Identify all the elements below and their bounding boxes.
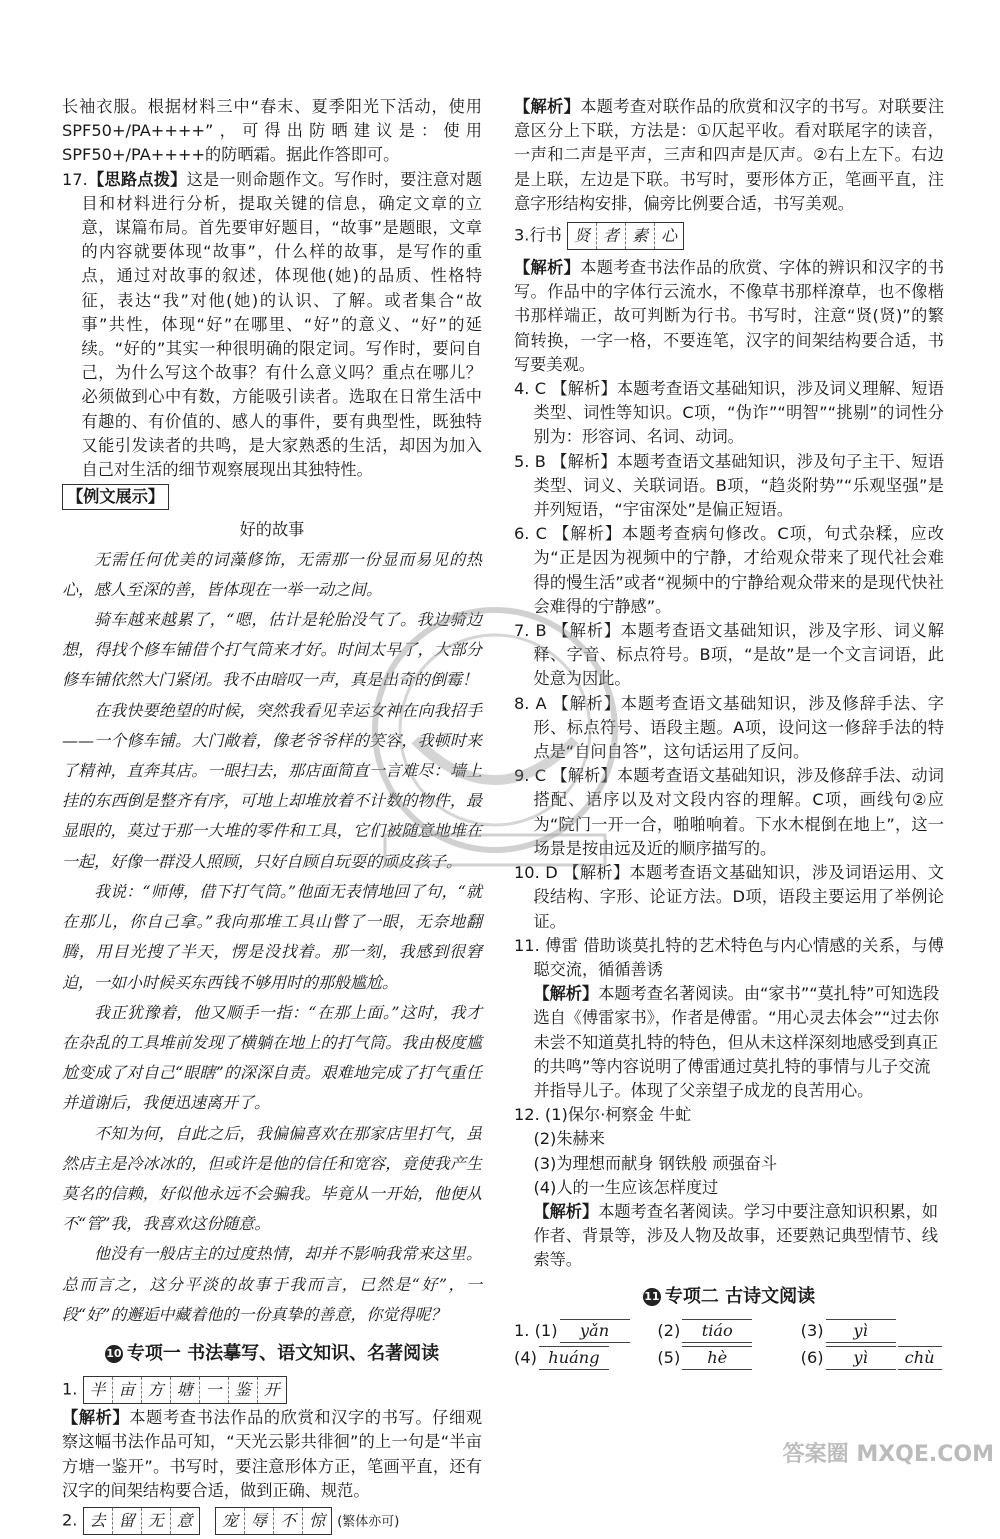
- grid-cell: 塘: [170, 1377, 199, 1403]
- question-4: 4. C 【解析】本题考查语文基础知识，涉及词义理解、短语类型、词性等知识。C项，“伪诈”“明智”“挑剔”的词性分别为：形容词、名词、动词。: [514, 379, 944, 447]
- grid-cell: 不: [273, 1508, 302, 1534]
- essay-body: [62, 545, 482, 1330]
- analysis-12: [514, 1200, 944, 1273]
- question-12-line-4: (4)人的一生应该怎样度过: [533, 1177, 719, 1197]
- section-title: 专项一 书法摹写、语文知识、名著阅读: [126, 1342, 440, 1364]
- calligraphy-grid: [83, 1376, 287, 1404]
- item-number: 1. (1): [514, 1320, 558, 1340]
- question-17: [62, 168, 482, 483]
- grid-cell: 鉴: [228, 1377, 257, 1403]
- grid-cell: 辱: [244, 1508, 273, 1534]
- section-heading: [514, 1285, 944, 1309]
- grid-cell: 一: [199, 1377, 228, 1403]
- grid-cell: 无: [141, 1508, 170, 1534]
- pinyin-item: [514, 1346, 657, 1370]
- pinyin-row: [514, 1319, 944, 1343]
- calligraphy-grid: [567, 222, 684, 250]
- pinyin-item: [657, 1319, 800, 1343]
- analysis-text: 这是一则命题作文。写作时，要注意对题目和材料进行分析，提取关键的信息，确定文章的立意，谋篇布局。首先要审好题目，“故事”是题眼，文章的内容就要体现“故事”，什么样的故事，是写作的重点，通过对故事的叙述，体现他(她)的品质、性格特征，表达“我”对他(她)的认识、了解。或者集合“故事”共性，体现“好”在哪里、“好”的意义、“好”的延续。“好的”其实一种很明确的限定词。写作时，要问自己，为什么写这个故事？有什么意义吗？重点在哪儿？必须做到心中有数，方能吸引读者。选取在日常生活中有趣的、有价值的、感人的事件，要有典型性，既独特又能引发读者的共鸣，是大家熟悉的生活，却因为加入自己对生活的细节观察展现出其独特性。: [81, 169, 483, 480]
- section-title: 专项二 古诗文阅读: [664, 1285, 816, 1307]
- grid-cell: 留: [112, 1508, 141, 1534]
- corner-watermark: 答案圈 MXQE.COM: [782, 1442, 994, 1467]
- grid-cell: 亩: [112, 1377, 141, 1403]
- pinyin-item: [657, 1346, 800, 1370]
- section-badge: 10: [105, 1345, 123, 1363]
- analysis-text: 本题考查书法作品的欣赏、字体的辨识和汉字的书写。作品中的字体行云流水，不像草书那样潦草，也不像楷书那样端正，故可判断为行书。书写时，注意“贤(贤)”的繁简转换，一字一格，不要连笔，汉字的间架结构要合适，书写要美观。: [514, 258, 945, 374]
- pinyin-answer: huáng: [539, 1346, 609, 1370]
- question-1: [62, 1376, 482, 1404]
- answer-text: 行书: [529, 225, 562, 245]
- analysis-text: 本题考查对联作品的欣赏和汉字的书写。对联要注意区分上下联，方法是：①仄起平收。看对联尾字的读音，一声和二声是平声，三声和四声是仄声。②右上左下。右边是上联，左边是下联。书写时，要形体方正，笔画平直，注意字形结构安排，偏旁比例要合适，书写美观。: [514, 97, 945, 213]
- example-label: 【例文展示】: [62, 484, 169, 510]
- analysis-tag: 【解析】: [533, 984, 599, 1004]
- grid-cell: 惊: [302, 1508, 331, 1534]
- question-11: 11. 傅雷 借助谈莫扎特的艺术特色与内心情感的关系，与傅聪交流，循循善诱: [514, 935, 944, 979]
- question-7: 7. B 【解析】本题考查语文基础知识，涉及字形、词义解释、字音、标点符号。B项，“是故”是一个文言词语，此处意为因此。: [514, 621, 944, 689]
- analysis-tag: 【思路点拨】: [87, 169, 187, 189]
- pinyin-answer: yì: [826, 1346, 896, 1370]
- grid-cell: 意: [170, 1508, 199, 1534]
- analysis-11: [514, 982, 944, 1103]
- analysis-tag: 【解析】: [514, 258, 581, 278]
- answer-paragraph: 长袖衣服。根据材料三中“春末、夏季阳光下活动，使用SPF50+/PA++++”，可得出防晒建议是：使用SPF50+/PA++++的防晒霜。据此作答即可。: [62, 97, 482, 165]
- question-12-line-3: (3)为理想而献身 钢铁般 顽强奋斗: [533, 1153, 778, 1173]
- pinyin-answer: chù: [898, 1346, 942, 1370]
- calligraphy-grid: [215, 1507, 332, 1535]
- pinyin-item: [801, 1319, 944, 1343]
- pinyin-item: [514, 1319, 657, 1343]
- grid-cell: 半: [89, 1380, 106, 1400]
- essay-paragraph: 我说：“师傅，借下打气筒。”他面无表情地回了句，“就在那儿，你自己拿。”我向那堆工具山瞥了一眼，无奈地翻腾，用目光搜了半天，愣是没找着。那一刻，我感到很窘迫，一如小时候买东西钱不够用时的那般尴尬。: [62, 881, 482, 992]
- pinyin-answer: yì: [826, 1319, 896, 1343]
- grid-cell: 宠: [222, 1510, 239, 1530]
- essay-paragraph: 不知为何，自此之后，我偏偏喜欢在那家店里打气，虽然店主是冷冰冰的，但或许是他的信任和宽容，竟使我产生莫名的信赖，好似他永远不会骗我。毕竟从一开始，他便从不“管”我，我喜欢这份随意。: [62, 1123, 482, 1234]
- analysis-text: 本题考查书法作品的欣赏和汉字的书写。仔细观察这幅书法作品可知，“天光云影共徘徊”的上一句是“半亩方塘一鉴开”。书写时，要注意形体方正，笔画平直，还有汉字的间架结构要合适，做到正确、规范。: [62, 1408, 483, 1500]
- question-number: 17.: [62, 169, 88, 189]
- analysis-text: 本题考查名著阅读。学习中要注意知识积累，如作者、背景等，涉及人物及故事，还要熟记典型情节、线索等。: [533, 1201, 939, 1270]
- grid-cell: 心: [654, 223, 683, 249]
- analysis-1: [62, 1406, 482, 1503]
- item-number: (4): [514, 1347, 537, 1367]
- right-column: [514, 95, 944, 1373]
- left-column: [62, 95, 482, 1539]
- analysis-3: [514, 256, 944, 377]
- question-2: [62, 1507, 482, 1535]
- pinyin-answer: hè: [682, 1346, 752, 1370]
- analysis-tag: 【解析】: [62, 1408, 130, 1428]
- question-6: 6. C 【解析】本题考查病句修改。C项，句式杂糅，应改为“正是因为视频中的宁静，才给观众带来了现代社会难得的慢生活”或者“视频中的宁静给观众带来的是现代快社会难得的宁静感”。: [514, 524, 944, 616]
- calligraphy-grid: [83, 1507, 200, 1535]
- essay-paragraph: 无需任何优美的词藻修饰，无需那一份显而易见的热心，感人至深的善，皆体现在一举一动之间。: [62, 549, 482, 599]
- grid-cell: 者: [596, 223, 625, 249]
- essay-paragraph: 骑车越来越累了，“嗯，估计是轮胎没气了。我边骑边想，得找个修车铺借个打气筒来才好。时间太早了，大部分修车铺依然大门紧闭。我不由暗叹一声，真是出奇的倒霉！: [62, 610, 482, 690]
- question-10: 10. D 【解析】本题考查语文基础知识，涉及词语运用、文段结构、字形、论证方法。D项，语段主要运用了举例论证。: [514, 863, 944, 931]
- grid-cell: 去: [89, 1510, 106, 1530]
- essay-paragraph: 我正犹豫着，他又顺手一指：“在那上面。”这时，我才在杂乱的工具堆前发现了横躺在地上的打气筒。我由极度尴尬变成了对自己“眼瞎”的深深自责。艰难地完成了打气重任并道谢后，我便迅速离开了。: [62, 1002, 482, 1113]
- question-12-line-2: (2)朱赫来: [533, 1129, 605, 1149]
- grid-cell: 方: [141, 1377, 170, 1403]
- question-9: 9. C 【解析】本题考查语文基础知识，涉及修辞手法、动词搭配、语序以及对文段内容的理解。C项，画线句②应为“院门一开一合，啪啪响着。下水木棍倒在地上”，这一场景是按由远及近的顺序描写的。: [514, 766, 944, 858]
- analysis-tag: 【解析】: [514, 97, 581, 116]
- essay-paragraph: 他没有一般店主的过度热情，却并不影响我常来这里。总而言之，这分平淡的故事于我而言，已然是“好”，一段“好”的邂逅中藏着他的一份真挚的善意，你觉得呢？: [62, 1244, 482, 1324]
- essay-paragraph: 在我快要绝望的时候，突然我看见幸运女神在向我招手——一个修车铺。大门敞着，像老爷爷样的笑容，我顿时来了精神，直奔其店。一眼扫去，那店面简直一言难尽：墙上挂的东西倒是整齐有序，可地上却堆放着不计数的物件，最显眼的，莫过于那一大堆的零件和工具，它们被随意地堆在一起，好像一群没人照顾，只好自顾自玩耍的顽皮孩子。: [62, 700, 482, 871]
- pinyin-answer: tiáo: [682, 1319, 752, 1343]
- item-number: (5): [657, 1347, 681, 1367]
- question-number: 2.: [62, 1510, 78, 1530]
- grid-cell: 贤: [573, 226, 590, 246]
- item-number: (6): [800, 1347, 824, 1367]
- pinyin-answer: yǎn: [560, 1319, 630, 1343]
- pinyin-row: [514, 1346, 944, 1370]
- item-number: (3): [800, 1320, 824, 1340]
- essay-title: 好的故事: [239, 520, 305, 540]
- analysis-text: 本题考查名著阅读。由“家书”“莫扎特”可知选段选自《傅雷家书》，作者是傅雷。“用心灵去体会”“过去你未尝不知道莫扎特的特色，但从未这样深刻地感受到真正的共鸣”等内容说明了傅雷通过莫扎特的事情与儿子交流并指导儿子。体现了父亲望子成龙的良苦用心。: [533, 984, 940, 1100]
- grid-cell: 开: [257, 1377, 286, 1403]
- grid-cell: 素: [625, 223, 654, 249]
- pinyin-item: [801, 1346, 944, 1370]
- question-8: 8. A 【解析】本题考查语文基础知识，涉及修辞手法、字形、标点符号、语段主题。A项，设问这一修辞手法的特点是“自问自答”，这句话运用了反问。: [514, 693, 944, 762]
- question-12-line-1: 12. (1)保尔·柯察金 牛虻: [514, 1105, 692, 1125]
- item-number: (2): [657, 1320, 681, 1340]
- question-number: 1.: [62, 1379, 78, 1399]
- question-5: 5. B 【解析】本题考查语文基础知识，涉及句子主干、短语类型、词义、关联词语。B项，“趋炎附势”“乐观坚强”是并列短语，“宇宙深处”是偏正短语。: [514, 451, 944, 520]
- question-3: [514, 222, 944, 250]
- analysis-tag: 【解析】: [533, 1201, 599, 1221]
- section-heading: [62, 1342, 482, 1366]
- analysis-2: [514, 95, 944, 216]
- section-badge: 11: [643, 1288, 661, 1306]
- question-number: 3.: [514, 225, 530, 245]
- note: (繁体亦可): [337, 1514, 400, 1530]
